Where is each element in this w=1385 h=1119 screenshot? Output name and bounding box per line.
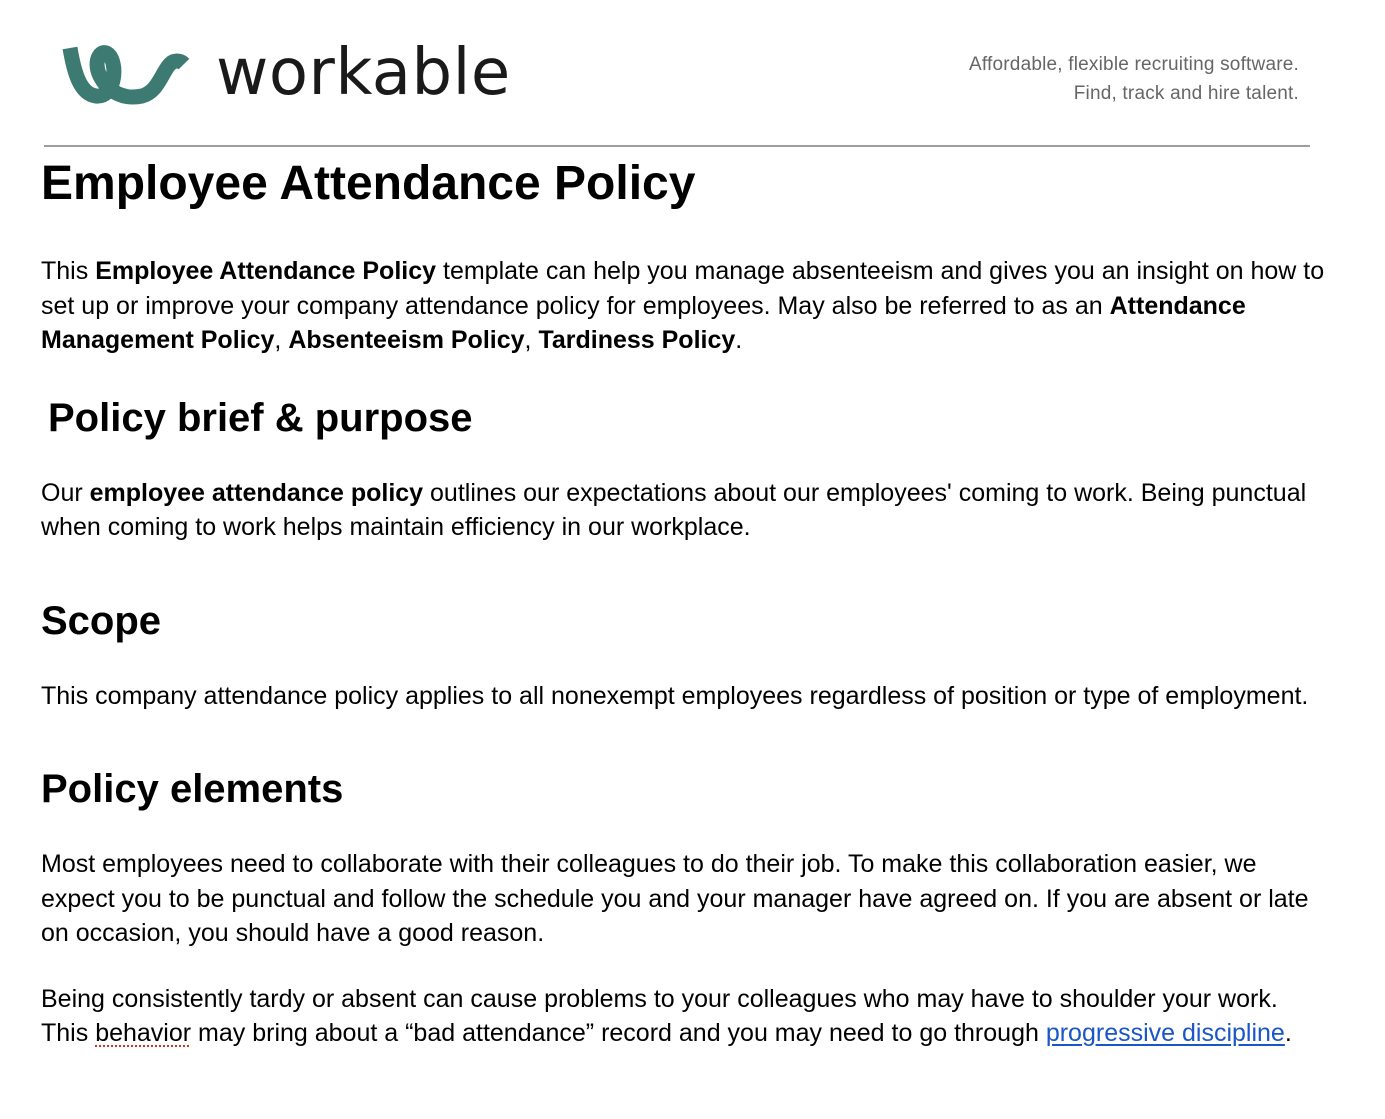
scope-paragraph: This company attendance policy applies to all nonexempt employees regardless of position or type of employment.: [41, 681, 1309, 710]
brief-text: Our: [41, 478, 90, 507]
intro-bold-alt-name: Absenteeism Policy: [288, 326, 525, 354]
section-heading-brief: Policy brief & purpose: [48, 395, 473, 440]
intro-paragraph: [41, 254, 1331, 358]
intro-bold-alt-name: Attendance Management Policy: [41, 291, 1246, 354]
intro-text: ,: [274, 326, 289, 354]
intro-bold-alt-name: Tardiness Policy: [538, 326, 736, 354]
intro-text: ,: [524, 326, 539, 354]
elements-text: .: [1284, 1019, 1292, 1047]
document-body: [41, 150, 1331, 1051]
elements-text: Being consistently tardy or absent can cause problems to your colleagues who may have to shoulder your work. This: [41, 984, 1278, 1047]
intro-text: This: [41, 257, 96, 285]
workable-logo[interactable]: [62, 38, 511, 108]
elements-paragraph-2: [41, 982, 1331, 1051]
brief-text: outlines our expectations about our employees' coming to work. Being punctual when coming to work helps maintain efficiency in our workplace.: [41, 478, 1307, 541]
page-header: [0, 0, 1385, 148]
elements-text: may bring about a “bad attendance” record and you may need to go through: [191, 1019, 1046, 1047]
progressive-discipline-link[interactable]: progressive discipline: [1045, 1019, 1285, 1047]
intro-bold-policy-name: Employee Attendance Policy: [95, 257, 437, 285]
spellcheck-flagged-word[interactable]: behavior: [95, 1019, 192, 1047]
section-heading-elements: Policy elements: [41, 767, 344, 811]
tagline-line-1: Affordable, flexible recruiting software.: [969, 54, 1299, 75]
workable-w-icon: [62, 38, 190, 108]
brief-paragraph: [41, 476, 1331, 545]
section-heading-scope: Scope: [41, 598, 162, 643]
page-title: Employee Attendance Policy: [41, 157, 696, 210]
elements-paragraph-1: Most employees need to collaborate with their colleagues to do their job. To make this collaboration easier, we expect you to be punctual and follow the schedule you and your manager have agreed on. If you are absent or late on occasion, you should have a good reason.: [41, 850, 1309, 947]
intro-text: .: [735, 326, 743, 354]
header-divider: [44, 145, 1310, 147]
brief-bold-term: employee attendance policy: [89, 478, 424, 507]
intro-text: template can help you manage absenteeism and gives you an insight on how to set up or improve your company attendance policy for employees. May also be referred to as an: [41, 257, 1325, 320]
logo-wordmark: workable: [216, 36, 511, 110]
tagline: [969, 50, 1299, 108]
tagline-line-2: Find, track and hire talent.: [1073, 83, 1299, 104]
